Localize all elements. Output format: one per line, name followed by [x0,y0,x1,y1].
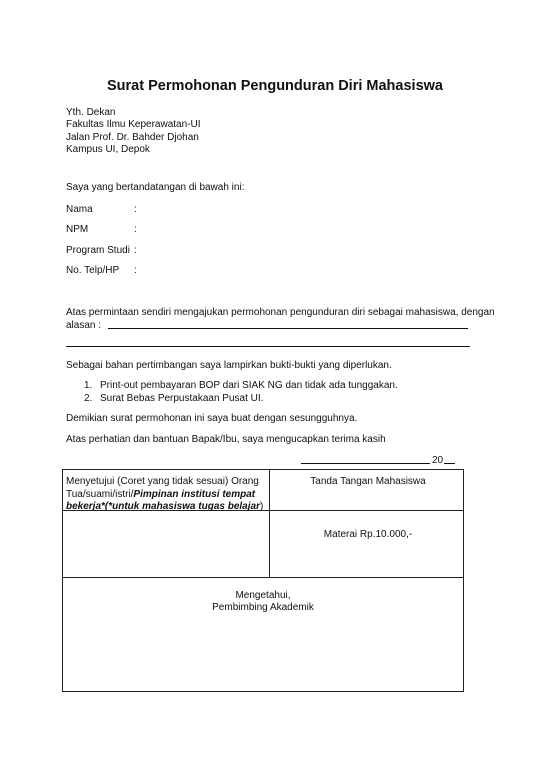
address-line: Yth. Dekan [66,107,116,118]
address-line: Fakultas Ilmu Keperawatan-UI [66,119,201,131]
reason-text: Atas permintaan sendiri mengajukan permohonan pengunduran diri sebagai mahasiswa, dengan [66,307,495,318]
student-signature-header: Tanda Tangan Mahasiswa [310,476,426,487]
reason-label: alasan : [66,320,102,331]
recipient-address [66,107,201,156]
list-item [84,393,263,404]
table-column-divider [269,469,270,577]
field-colon: : [134,265,137,276]
approval-end: ) [259,501,264,512]
year-fill-line[interactable] [444,463,455,464]
table-row-divider [62,577,464,578]
academic-advisor-label: Pembimbing Akademik [212,602,314,613]
approval-emphasis: Pimpinan institusi tempat bekerja*(*untuk mahasiswa tugas belajar [66,488,260,512]
approval-cell [66,476,266,514]
intro-text: Saya yang bertandatangan di bawah ini: [66,182,245,193]
list-item [84,380,398,391]
address-line: Kampus UI, Depok [66,143,150,155]
list-number: 1. [84,380,93,391]
field-colon: : [134,224,137,235]
evidence-intro: Sebagai bahan pertimbangan saya lampirkan bukti-bukti yang diperlukan. [66,360,392,371]
thank-you-statement: Atas perhatian dan bantuan Bapak/Ibu, saya mengucapkan terima kasih [66,434,386,445]
closing-statement: Demikian surat permohonan ini saya buat dengan sesungguhnya. [66,413,358,424]
date-fill-line[interactable] [301,463,430,464]
reason-fill-line[interactable] [108,328,468,329]
date-year-prefix: 20 [432,455,444,466]
approval-text: Menyetujui (Coret yang tidak sesuai) Orang Tua/suami/istri/ [66,476,259,500]
address-line: Jalan Prof. Dr. Bahder Djohan [66,131,199,143]
reason-fill-line[interactable] [66,346,470,347]
letter-title: Surat Permohonan Pengunduran Diri Mahasiswa [107,78,443,94]
field-label-program-studi: Program Studi [66,245,130,256]
stamp-duty-label: Materai Rp.10.000,- [323,529,413,540]
field-colon: : [134,245,137,256]
field-colon: : [134,204,137,215]
field-label-npm: NPM [66,224,89,235]
acknowledge-label: Mengetahui, [235,590,291,601]
list-text: Surat Bebas Perpustakaan Pusat UI. [100,393,264,404]
list-text: Print-out pembayaran BOP dari SIAK NG dan tidak ada tunggakan. [100,380,398,391]
list-number: 2. [84,393,93,404]
field-label-telp: No. Telp/HP [66,265,120,276]
field-label-nama: Nama [66,204,93,215]
